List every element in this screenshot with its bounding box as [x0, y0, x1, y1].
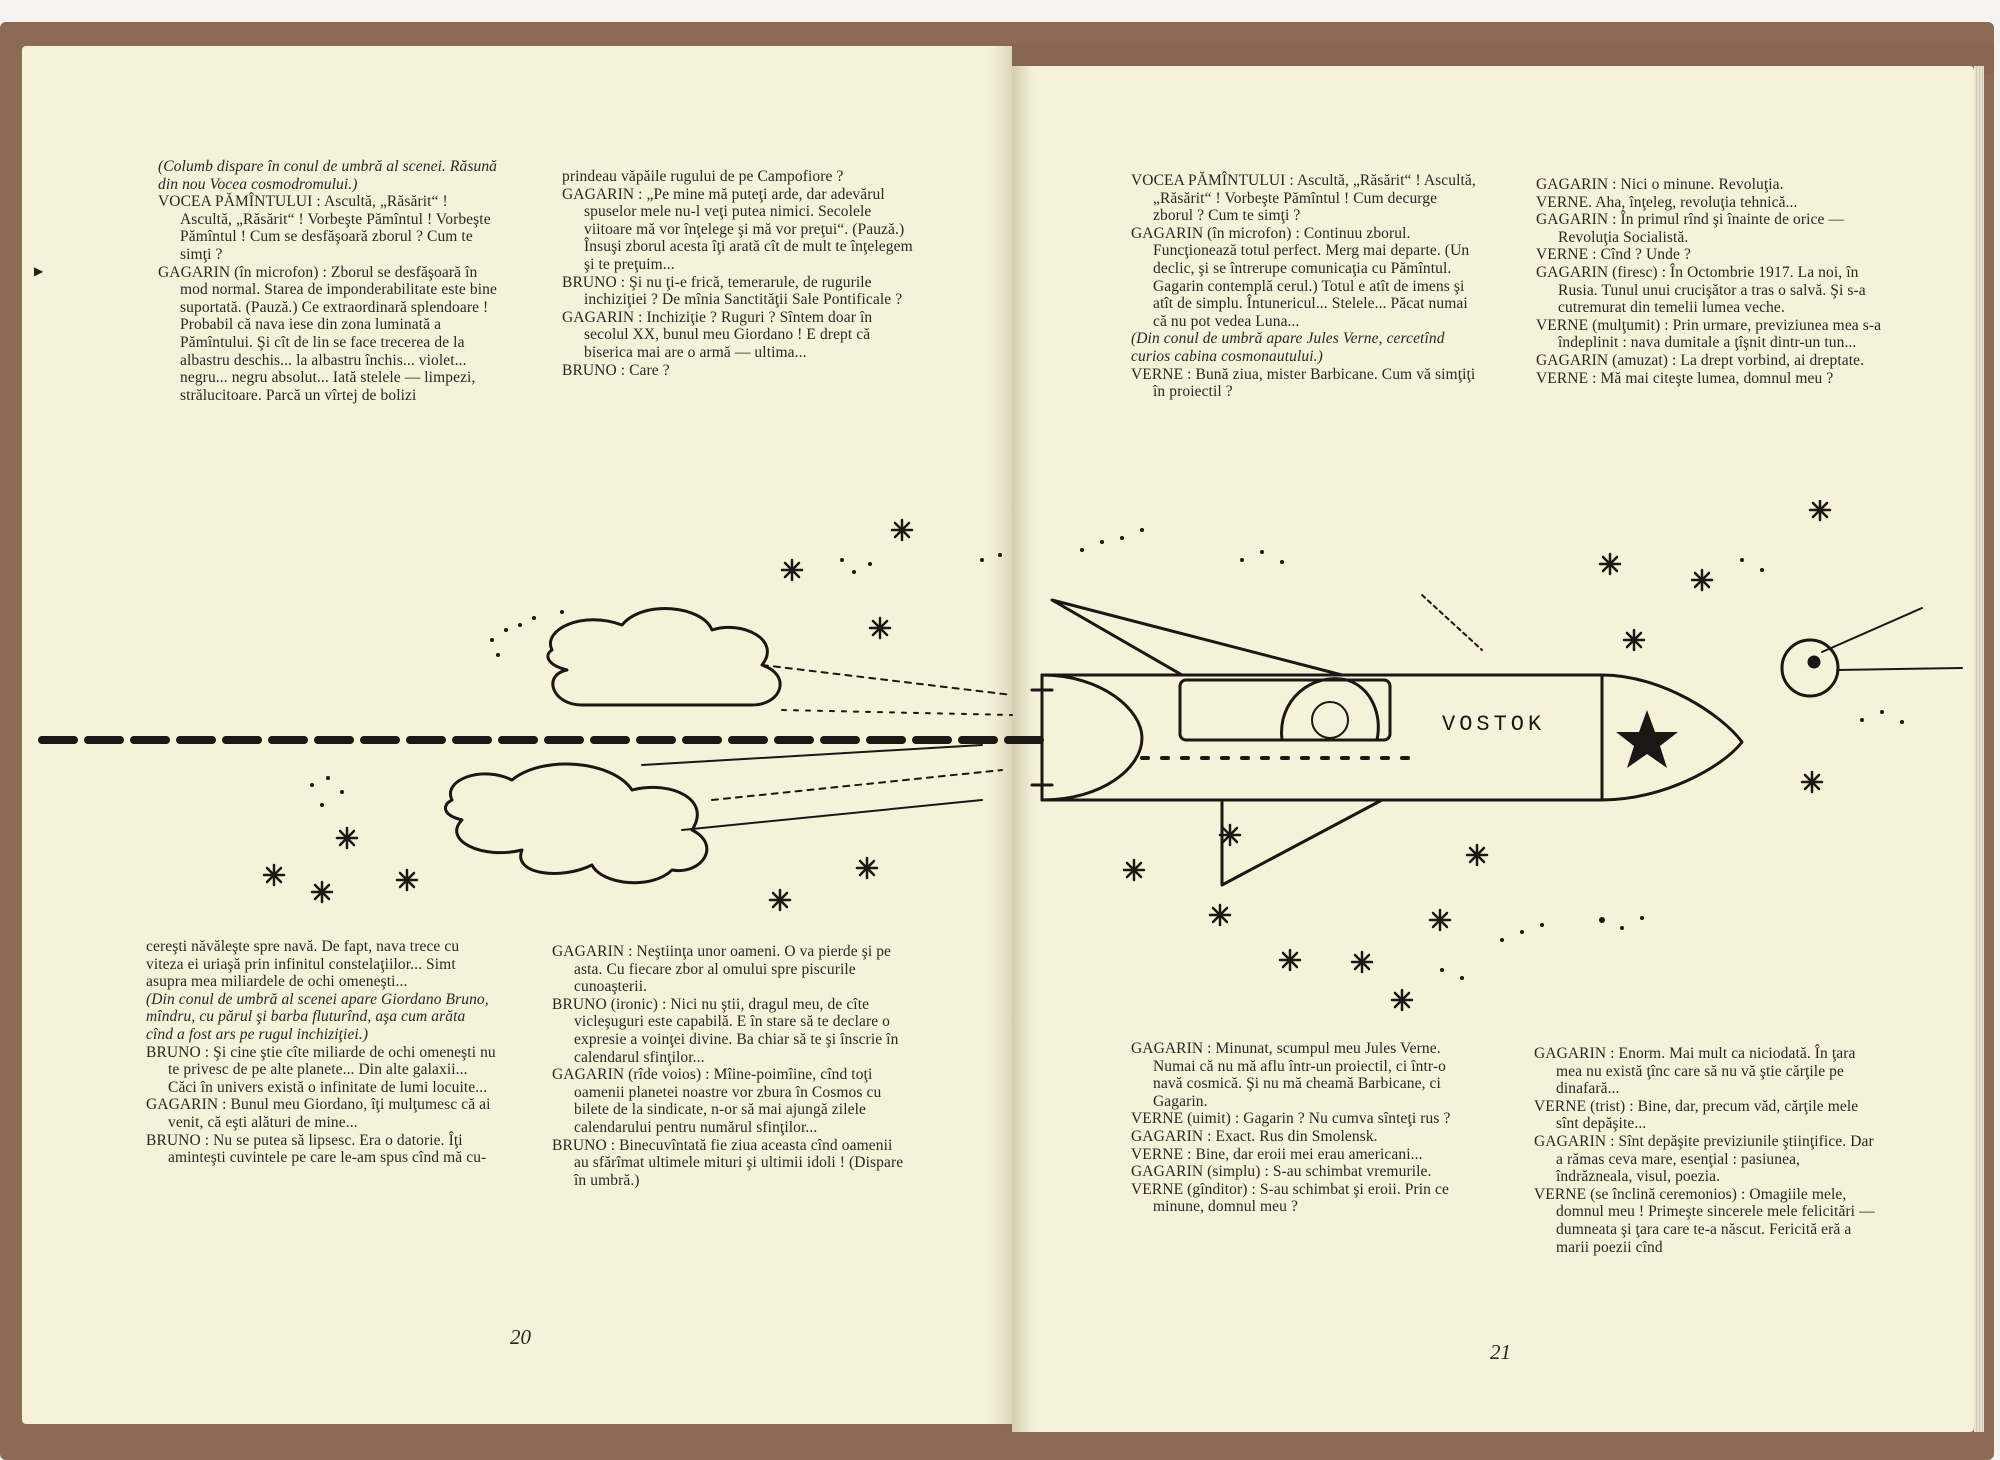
paragraph: VERNE (se înclină ceremonios) : Omagiile mele, domnul meu ! Primeşte sincerele mele felicitări — dumneata şi ţara care te-a născut. Fericită eră a marii poezii cînd	[1534, 1185, 1875, 1256]
paragraph: GAGARIN (simplu) : S-au schimbat vremurile.	[1131, 1163, 1432, 1181]
paragraph: GAGARIN (firesc) : În Octombrie 1917. La noi, în Rusia. Tunul unui crucişător a tras o salvă. Şi s-a cutremurat din temelii lumea veche.	[1536, 263, 1866, 317]
paragraph: BRUNO : Şi cine ştie cîte miliarde de ochi omeneşti nu te privesc de pe alte planete... Din alte galaxii... Căci în univers există o infinitate de lumi locuite...	[146, 1043, 496, 1096]
paragraph: VERNE : Mă mai citeşte lumea, domnul meu ?	[1536, 369, 1834, 387]
paragraph: GAGARIN : Nici o minune. Revoluţia.	[1536, 176, 1784, 193]
paragraph: GAGARIN : Neştiinţa unor oameni. O va pierde şi pe asta. Cu fiecare zbor al omului spre piscurile cunoaşterii.	[552, 943, 892, 996]
rocket-antenna	[1422, 595, 1482, 650]
paragraph: VOCEA PĂMÎNTULUI : Ascultă, „Răsărit“ ! Ascultă, „Răsărit“ ! Vorbeşte Pămîntul ! Vorbeşte Pămîntul ! Cum se desfăşoară zborul ? Cum te simţi ?	[158, 193, 491, 263]
star-field	[264, 500, 1830, 1010]
exhaust-cloud-upper	[548, 609, 780, 705]
left-top-column-1	[158, 158, 502, 404]
paragraph: VERNE : Cînd ? Unde ?	[1536, 246, 1691, 264]
left-top-column-2	[562, 168, 914, 379]
paragraph: GAGARIN : Inchiziţie ? Ruguri ? Sîntem doar în secolul XX, bunul meu Giordano ! E drept că biserica mai are o armă — ultima...	[562, 308, 873, 361]
paragraph: VERNE (mulţumit) : Prin urmare, previziunea mea s-a îndeplinit : nava dumitale a ţîşnit dintr-un tun...	[1536, 316, 1882, 352]
cosmonaut-helmet	[1282, 679, 1379, 740]
right-bottom-column-2	[1534, 1045, 1880, 1256]
right-bottom-column-1	[1131, 1040, 1479, 1216]
paragraph: cereşti năvăleşte spre navă. De fapt, nava trece cu viteza ei uriaşă prin infinitul constelaţiilor... Simt asupra mea miliardele de ochi omeneşti...	[146, 938, 460, 991]
paragraph: GAGARIN : Minunat, scumpul meu Jules Verne. Numai că nu mă aflu într-un proiectil, ci într-o navă cosmică. Şi nu mă cheamă Barbicane, ci Gagarin.	[1131, 1040, 1446, 1110]
paragraph: GAGARIN (în microfon) : Zborul se desfăşoară în mod normal. Starea de imponderabilitate este bine suportată. (Pauză.) Ce extraordinară splendoare ! Probabil că nava iese din zona luminată a Pămîntului. Şi cît de lin se face trecerea de la albastru deschis... la albastru închis... violet... negru... negru absolut... Iată stelele — limpezi, strălucitoare. Parcă un vîrtej de bolizi	[158, 263, 497, 404]
paragraph: GAGARIN : În primul rînd şi înainte de orice — Revoluţia Socialistă.	[1536, 211, 1845, 246]
dot-clusters	[310, 528, 1904, 980]
right-top-column-2	[1536, 176, 1882, 387]
paragraph: VERNE : Bună ziua, mister Barbicane. Cum vă simţiţi în proiectil ?	[1131, 365, 1476, 401]
exhaust-cloud-lower	[445, 764, 706, 883]
paragraph: BRUNO : Binecuvîntată fie ziua aceasta cînd oamenii au sfărîmat ultimele mituri şi ultimii idoli ! (Dispare în umbră.)	[552, 1136, 904, 1189]
rocket-star	[1616, 710, 1678, 768]
paragraph: VERNE : Bine, dar eroii mei erau americani...	[1131, 1145, 1423, 1163]
paragraph: BRUNO (ironic) : Nici nu ştii, dragul meu, de cîte vicleşuguri este capabilă. E în stare să te declare o expresie a voinţei divine. Ba chiar să te şi înscrie în calendarul sfinţilor...	[552, 995, 899, 1066]
paragraph: BRUNO : Şi nu ţi-e frică, temerarule, de rugurile inchiziţiei ? De mînia Sanctităţii Sale Pontificale ?	[562, 273, 903, 309]
paragraph: VERNE (trist) : Bine, dar, precum văd, cărţile mele sînt depăşite...	[1534, 1097, 1859, 1133]
rocket-fin-bottom	[1222, 800, 1382, 885]
paragraph: BRUNO : Nu se putea să lipsesc. Era o datorie. Îţi aminteşti cuvintele pe care le-am spus cînd mă cu-	[146, 1131, 487, 1167]
paragraph: (Din conul de umbră apare Jules Verne, cercetînd curios cabina cosmonautului.)	[1131, 330, 1445, 365]
paragraph: GAGARIN : Enorm. Mai mult ca niciodată. În ţara mea nu există ţînc care să nu vă ştie cărţile pe dinafară...	[1534, 1045, 1856, 1098]
paragraph: GAGARIN : Exact. Rus din Smolensk.	[1131, 1127, 1378, 1145]
rocket-fin-top	[1052, 600, 1342, 675]
paragraph: GAGARIN (în microfon) : Continuu zborul. Funcţionează totul perfect. Merg mai departe. (Un declic, şi se întrerupe comunicaţia cu Pămîntul. Gagarin contemplă cerul.) Totul e atît de imens şi atît de simplu. Întunericul... Stelele... Păcat numai că nu pot vedea Luna...	[1131, 224, 1470, 330]
page-number-left: 20	[510, 1325, 531, 1349]
rocket-label: VOSTOK	[1442, 712, 1546, 737]
paragraph: VERNE (gînditor) : S-au schimbat şi eroii. Prin ce minune, domnul meu ?	[1131, 1180, 1449, 1216]
paragraph: prindeau văpăile rugului de pe Campofiore ?	[562, 168, 844, 185]
paragraph: (Din conul de umbră al scenei apare Giordano Bruno, mîndru, cu părul şi barba fluturînd, aşa cum arăta cînd a fost ars pe rugul inchiziţiei.)	[146, 990, 489, 1043]
paragraph: GAGARIN (amuzat) : La drept vorbind, ai dreptate.	[1536, 351, 1865, 369]
paragraph: GAGARIN : Sînt depăşite previziunile ştiinţifice. Dar a rămas ceva mare, esenţial : pasiunea, îndrăzneala, visul, poezia.	[1534, 1132, 1874, 1186]
paragraph: GAGARIN : „Pe mine mă puteţi arde, dar adevărul spuselor mele nu-l veţi putea nimici. Secolele viitoare mă vor înţelege şi mă vor preţui“. (Pauză.) Însuşi zborul acesta îţi arată cît de mult te înţelegem şi te preţuim...	[562, 185, 913, 273]
paragraph: GAGARIN : Bunul meu Giordano, îţi mulţumesc că ai venit, că eşti alături de mine...	[146, 1096, 491, 1131]
paragraph: (Columb dispare în conul de umbră al scenei. Răsună din nou Vocea cosmodromului.)	[158, 158, 498, 193]
paragraph: VOCEA PĂMÎNTULUI : Ascultă, „Răsărit“ ! Ascultă, „Răsărit“ ! Vorbeşte Pămîntul ! Cum decurge zborul ? Cum te simţi ?	[1131, 172, 1476, 225]
right-top-column-1	[1131, 172, 1479, 401]
paragraph: VERNE (uimit) : Gagarin ? Nu cumva sînteţi rus ?	[1131, 1110, 1451, 1128]
paragraph: GAGARIN (rîde voios) : Mîine-poimîine, cînd toţi oamenii planetei noastre vor zbura în Cosmos cu bilete de la sindicate, n-or să mai ajungă zilele calendarului pentru numărul sfinţilor...	[552, 1066, 882, 1136]
page-number-right: 21	[1490, 1340, 1511, 1364]
margin-mark-left: ▶	[34, 264, 44, 278]
paragraph: BRUNO : Care ?	[562, 361, 670, 379]
rocket-tail-arc	[1042, 675, 1142, 800]
rocket-illustration	[22, 500, 1982, 1040]
paragraph: VERNE. Aha, înţeleg, revoluţia tehnică...	[1536, 193, 1798, 211]
